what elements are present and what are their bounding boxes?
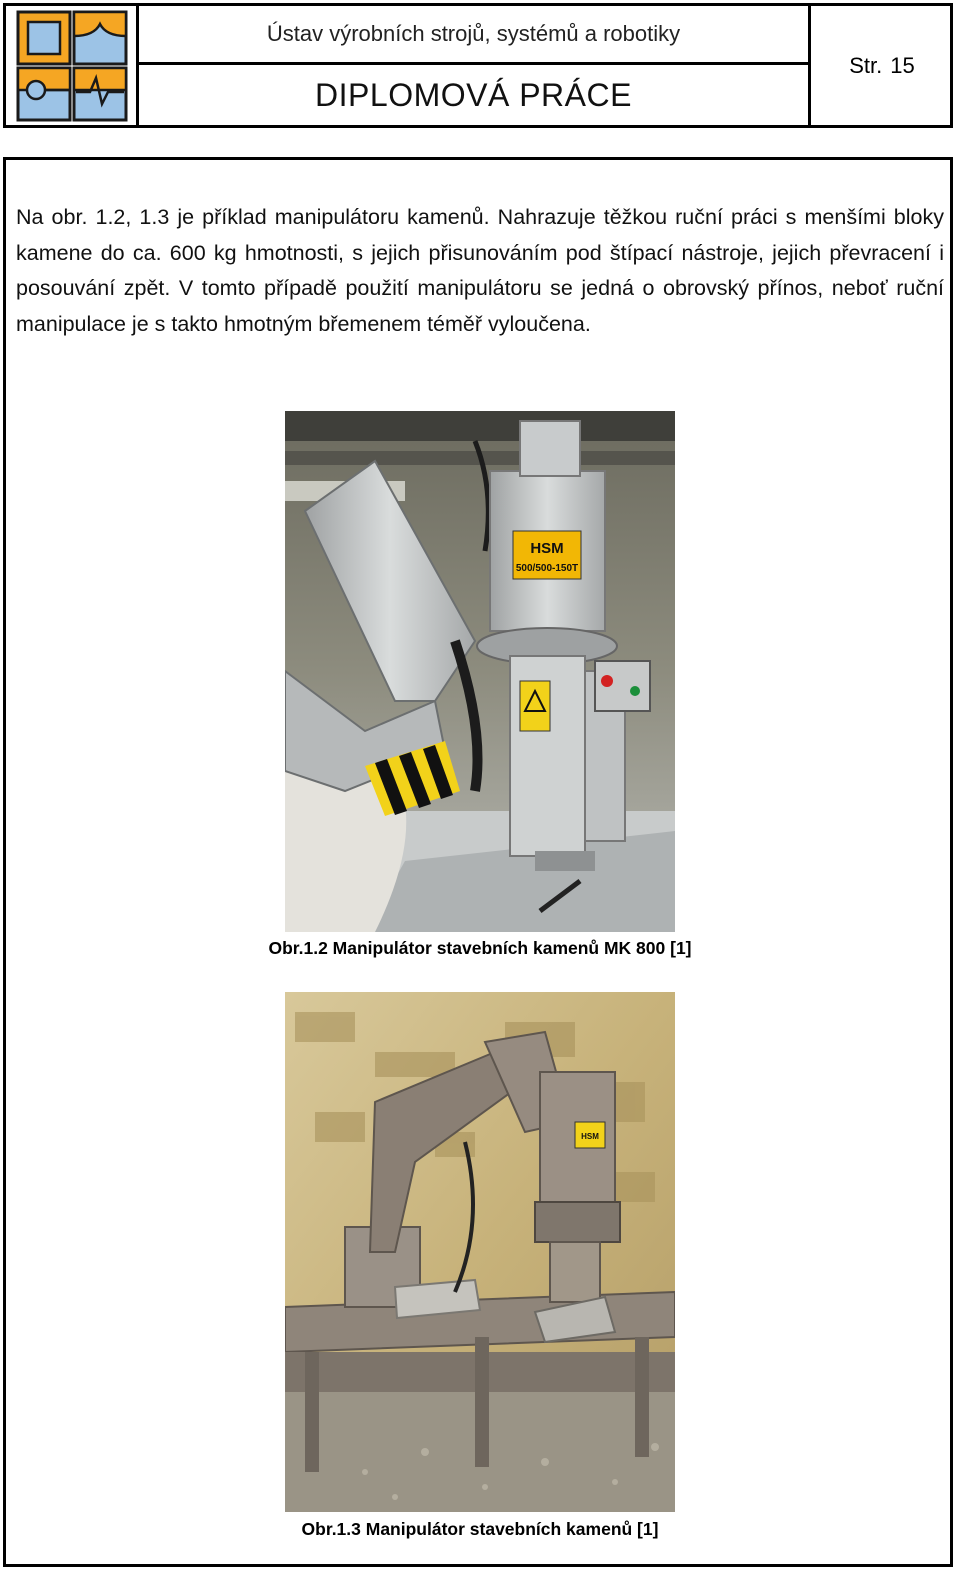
page-content [3,157,953,1567]
page-number: 15 [890,52,915,78]
label-plate-line1: HSM [581,1132,599,1141]
thesis-type: DIPLOMOVÁ PRÁCE [315,76,632,113]
figure-1-3-photo [285,992,675,1512]
figure-1-3-caption: Obr.1.3 Manipulátor stavebních kamenů [1] [301,1519,659,1539]
institute-logo [6,6,139,125]
page-header [3,3,953,128]
label-plate-line2: 500/500-150T [515,563,579,574]
institute-logo-icon [6,6,139,125]
figure-1-2-photo [285,411,675,932]
label-plate-line1: HSM [530,540,564,557]
institute-name: Ústav výrobních strojů, systémů a robotiky [139,6,808,65]
body-paragraph: Na obr. 1.2, 1.3 je příklad manipulátoru kamenů. Nahrazuje těžkou ruční práci s menšími bloky kamene do ca. 600 kg hmotnosti, s jejich přisunováním pod štípací nástroje, jejich převracení i posouvání zpět. V tomto případě použití manipulátoru se jedná o obrovský přínos, neboť ruční manipulace je s takto hmotným břemenem téměř vyloučena. [16,205,944,336]
machine-photo-icon [285,992,675,1512]
header-title-cell [139,6,811,125]
machine-photo-icon [285,411,675,932]
page-number-cell [814,6,950,125]
figure-1-2-caption: Obr.1.2 Manipulátor stavebních kamenů MK 800 [1] [268,938,692,958]
page-prefix: Str. [849,52,883,78]
